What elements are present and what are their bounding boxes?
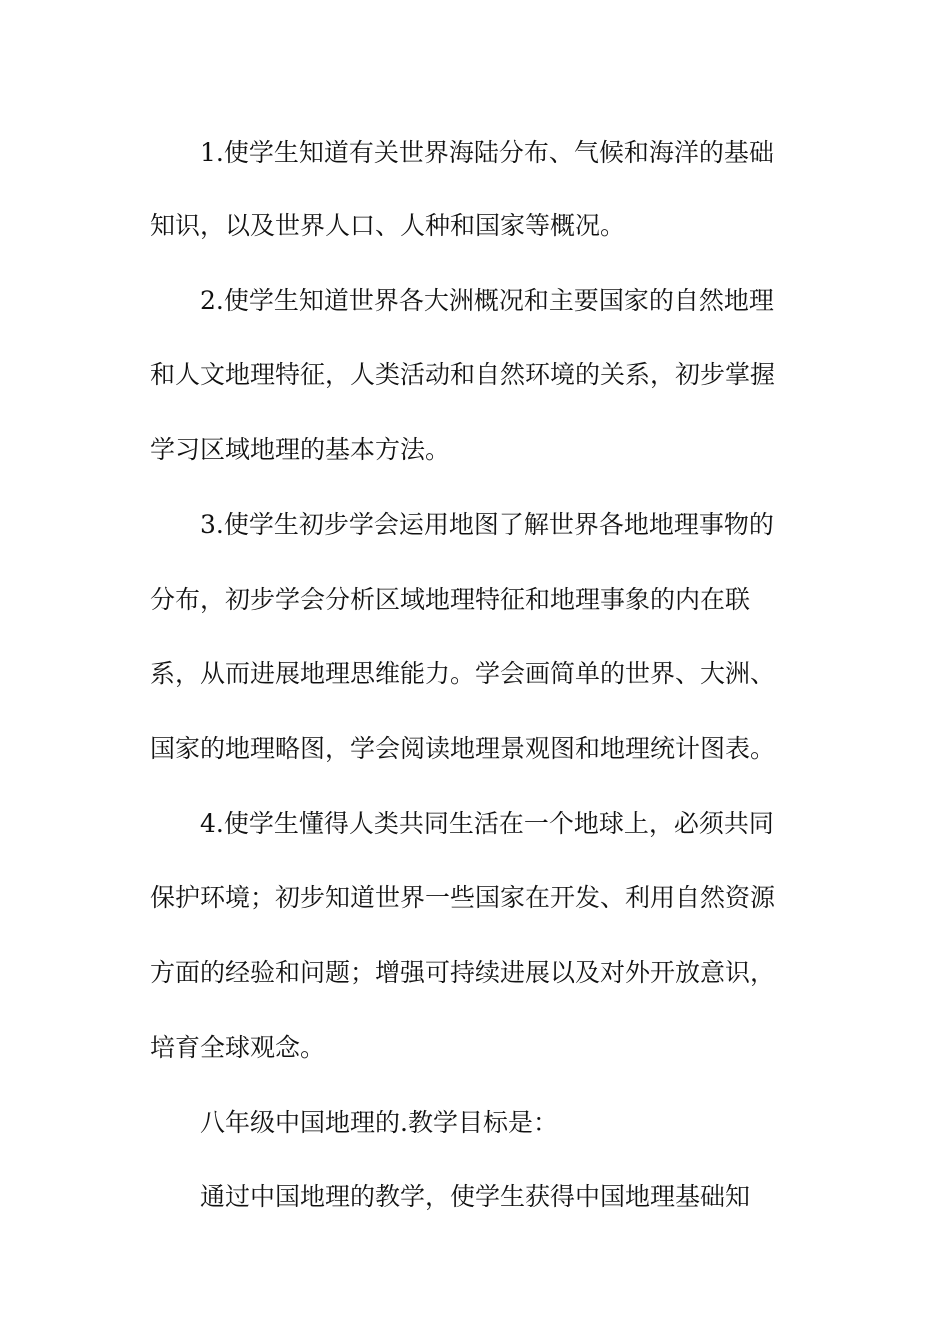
paragraph-2-line-3: 学习区域地理的基本方法。 <box>150 435 451 464</box>
paragraph-2-line-2: 和人文地理特征，人类活动和自然环境的关系，初步掌握 <box>150 360 776 389</box>
paragraph-3-line-1: 3.使学生初步学会运用地图了解世界各地地理事物的 <box>200 510 774 539</box>
section-heading-line: 八年级中国地理的.教学目标是： <box>200 1108 558 1137</box>
paragraph-4-line-2: 保护环境；初步知道世界一些国家在开发、利用自然资源 <box>150 883 776 912</box>
paragraph-5-line-1: 通过中国地理的教学，使学生获得中国地理基础知 <box>200 1182 751 1211</box>
paragraph-1-line-1: 1.使学生知道有关世界海陆分布、气候和海洋的基础 <box>200 138 774 167</box>
paragraph-3-line-2: 分布，初步学会分析区域地理特征和地理事象的内在联 <box>150 585 751 614</box>
paragraph-4-line-4: 培育全球观念。 <box>150 1033 326 1062</box>
paragraph-4-line-3: 方面的经验和问题；增强可持续进展以及对外开放意识， <box>150 958 776 987</box>
paragraph-3-line-3: 系，从而进展地理思维能力。学会画简单的世界、大洲、 <box>150 659 776 688</box>
paragraph-4-line-1: 4.使学生懂得人类共同生活在一个地球上，必须共同 <box>200 809 774 838</box>
paragraph-1-line-2: 知识，以及世界人口、人种和国家等概况。 <box>150 211 626 240</box>
paragraph-3-line-4: 国家的地理略图，学会阅读地理景观图和地理统计图表。 <box>150 734 776 763</box>
paragraph-2-line-1: 2.使学生知道世界各大洲概况和主要国家的自然地理 <box>200 286 774 315</box>
